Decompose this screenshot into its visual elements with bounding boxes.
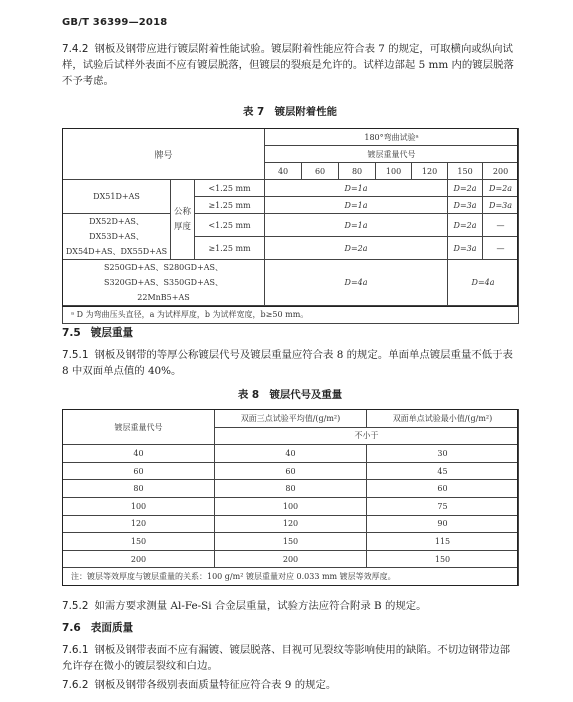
code-col: 100 [376, 163, 412, 180]
thickness-cell: ≥1.25 mm [195, 197, 265, 214]
avg-cell: 40 [215, 445, 367, 463]
min-cell: 150 [367, 550, 519, 568]
code-col: 200 [483, 163, 519, 180]
bend-value: D=2a [448, 214, 483, 237]
clause-text: 钢板及钢带应进行镀层附着性能试验。镀层附着性能应符合表 7 的规定，可取横向或纵向试样，试验后试样外表面不应有镀层脱落，但镀层的裂痕是允许的。试样边部起 5 mm 内的镀层脱落不予考虑。 [62, 43, 514, 87]
bend-value: D=2a [265, 237, 448, 260]
min-cell: 75 [367, 497, 519, 515]
bend-value: D=4a [265, 260, 448, 306]
code-cell: 60 [63, 462, 215, 480]
bend-value: D=2a [483, 180, 519, 197]
code-col: 60 [302, 163, 339, 180]
code-cell: 150 [63, 533, 215, 551]
code-col: 150 [448, 163, 483, 180]
code-cell: 80 [63, 480, 215, 498]
table-7-caption: 表 7 镀层附着性能 [243, 106, 337, 118]
bend-value: — [483, 237, 519, 260]
standard-code-header: GB/T 36399—2018 [62, 17, 168, 28]
coating-code-header: 镀层重量代号 [63, 410, 215, 445]
table-row [63, 533, 519, 551]
clause-number: 7.4.2 [62, 43, 89, 55]
grade-cell: S250GD+AS、S280GD+AS、S320GD+AS、S350GD+AS、22MnB5+AS [63, 260, 265, 306]
clause-number: 7.6.1 [62, 644, 89, 656]
paragraph-7-4-2 [62, 41, 518, 89]
code-cell: 100 [63, 497, 215, 515]
table-row [63, 462, 519, 480]
bend-value: D=1a [265, 180, 448, 197]
table-8 [62, 409, 519, 586]
bend-value: D=2a [448, 180, 483, 197]
avg-cell: 120 [215, 515, 367, 533]
bend-value: D=3a [448, 197, 483, 214]
table-8-caption: 表 8 镀层代号及重量 [237, 389, 343, 401]
bend-test-header: 180°弯曲试验ᵃ [265, 129, 519, 146]
avg-cell: 60 [215, 462, 367, 480]
bend-value: D=1a [265, 214, 448, 237]
thickness-cell: <1.25 mm [195, 214, 265, 237]
clause-text: 钢板及钢带的等厚公称镀层代号及镀层重量应符合表 8 的规定。单面单点镀层重量不低于表 8 中双面单点值的 40%。 [62, 349, 513, 377]
table-8-note: 注：镀层等效厚度与镀层重量的关系：100 g/m² 镀层重量对应 0.033 mm 镀层等效厚度。 [63, 568, 519, 586]
section-number: 7.5 [62, 327, 81, 339]
thickness-cell: <1.25 mm [195, 180, 265, 197]
code-cell: 200 [63, 550, 215, 568]
min-cell: 30 [367, 445, 519, 463]
avg-header: 双面三点试验平均值/(g/m²) [215, 410, 367, 428]
code-col: 120 [412, 163, 448, 180]
section-7-5 [62, 325, 133, 340]
table-7 [62, 128, 519, 324]
table-row [63, 445, 519, 463]
section-title: 镀层重量 [90, 327, 134, 339]
table-row [63, 480, 519, 498]
clause-number: 7.6.2 [62, 679, 89, 691]
clause-number: 7.5.2 [62, 600, 89, 612]
grade-cell: DX51D+AS [63, 180, 171, 214]
clause-text: 如需方要求测量 Al-Fe-Si 合金层重量，试验方法应符合附录 B 的规定。 [94, 600, 427, 612]
section-title: 表面质量 [90, 622, 134, 634]
avg-cell: 200 [215, 550, 367, 568]
bend-value: — [483, 214, 519, 237]
paragraph-7-5-2 [62, 598, 518, 614]
table-row [63, 497, 519, 515]
avg-cell: 150 [215, 533, 367, 551]
bend-value: D=3a [448, 237, 483, 260]
section-7-6 [62, 620, 133, 635]
grade-header: 牌号 [63, 129, 265, 180]
min-cell: 90 [367, 515, 519, 533]
table-7-footnote: ᵃ D 为弯曲压头直径，a 为试样厚度，b 为试样宽度，b≥50 mm。 [63, 306, 519, 324]
grade-cell: DX52D+AS、DX53D+AS、DX54D+AS、DX55D+AS [63, 214, 171, 260]
not-less-than-header: 不小于 [215, 427, 519, 445]
bend-value: D=3a [483, 197, 519, 214]
clause-text: 钢板及钢带表面不应有漏镀、镀层脱落、目视可见裂纹等影响使用的缺陷。不切边钢带边部允许存在微小的镀层裂纹和白边。 [62, 644, 511, 672]
section-number: 7.6 [62, 622, 81, 634]
table-row [63, 515, 519, 533]
clause-number: 7.5.1 [62, 349, 89, 361]
avg-cell: 100 [215, 497, 367, 515]
nominal-thickness-label: 公称厚度 [171, 180, 195, 260]
paragraph-7-6-1 [62, 642, 518, 674]
coating-code-header: 镀层重量代号 [265, 146, 519, 163]
min-cell: 60 [367, 480, 519, 498]
bend-value: D=1a [265, 197, 448, 214]
paragraph-7-5-1 [62, 347, 518, 379]
code-col: 80 [339, 163, 376, 180]
table-row [63, 550, 519, 568]
code-col: 40 [265, 163, 302, 180]
min-cell: 115 [367, 533, 519, 551]
min-cell: 45 [367, 462, 519, 480]
min-header: 双面单点试验最小值/(g/m²) [367, 410, 519, 428]
avg-cell: 80 [215, 480, 367, 498]
paragraph-7-6-2 [62, 677, 518, 693]
thickness-cell: ≥1.25 mm [195, 237, 265, 260]
bend-value: D=4a [448, 260, 519, 306]
clause-text: 钢板及钢带各级别表面质量特征应符合表 9 的规定。 [94, 679, 337, 691]
code-cell: 40 [63, 445, 215, 463]
code-cell: 120 [63, 515, 215, 533]
